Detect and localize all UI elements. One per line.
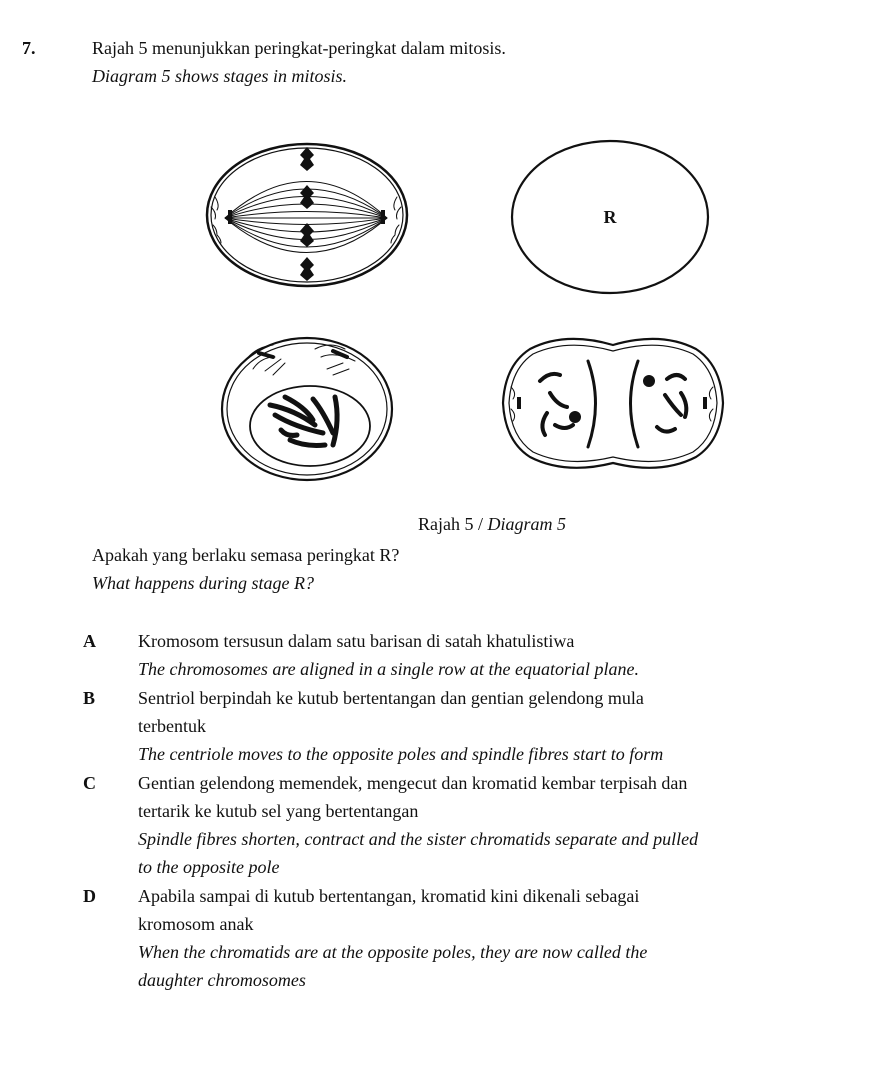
option-b-english: The centriole moves to the opposite poles and spindle fibres start to form bbox=[138, 744, 664, 764]
option-a-malay: Kromosom tersusun dalam satu barisan di satah khatulistiwa bbox=[138, 631, 575, 651]
metaphase-cell bbox=[207, 144, 407, 286]
stage-r-label: R bbox=[603, 207, 617, 227]
question-stem-english: Diagram 5 shows stages in mitosis. bbox=[92, 66, 348, 86]
option-d-malay-line2: kromosom anak bbox=[138, 914, 254, 934]
diagram-caption bbox=[418, 514, 566, 535]
caption-english: Diagram 5 bbox=[487, 514, 567, 534]
question-number: 7. bbox=[22, 38, 36, 58]
option-b-malay-line2: terbentuk bbox=[138, 716, 206, 736]
option-c-malay-line2: tertarik ke kutub sel yang bertentangan bbox=[138, 801, 419, 821]
option-b-letter: B bbox=[83, 688, 96, 708]
option-d-english-line2: daughter chromosomes bbox=[138, 970, 306, 990]
option-c-malay-line1: Gentian gelendong memendek, mengecut dan kromatid kembar terpisah dan bbox=[138, 773, 688, 793]
option-a-english: The chromosomes are aligned in a single row at the equatorial plane. bbox=[138, 659, 639, 679]
option-b-malay-line1: Sentriol berpindah ke kutub bertentangan dan gentian gelendong mula bbox=[138, 688, 644, 708]
prompt-malay: Apakah yang berlaku semasa peringkat R? bbox=[92, 545, 400, 565]
option-d-english-line1: When the chromatids are at the opposite poles, they are now called the bbox=[138, 942, 648, 962]
option-c-english-line1: Spindle fibres shorten, contract and the sister chromatids separate and pulled bbox=[138, 829, 699, 849]
option-d-malay-line1: Apabila sampai di kutub bertentangan, kromatid kini dikenali sebagai bbox=[138, 886, 640, 906]
option-c-english-line2: to the opposite pole bbox=[138, 857, 280, 877]
option-c-letter: C bbox=[83, 773, 96, 793]
option-d-letter: D bbox=[83, 886, 96, 906]
mitosis-diagram bbox=[195, 135, 735, 505]
telophase-cell bbox=[503, 339, 723, 468]
caption-malay: Rajah 5 / bbox=[418, 514, 488, 534]
prophase-cell bbox=[222, 338, 392, 480]
option-a-letter: A bbox=[83, 631, 96, 651]
prompt-english: What happens during stage R? bbox=[92, 573, 314, 593]
question-stem-malay: Rajah 5 menunjukkan peringkat-peringkat dalam mitosis. bbox=[92, 38, 506, 58]
